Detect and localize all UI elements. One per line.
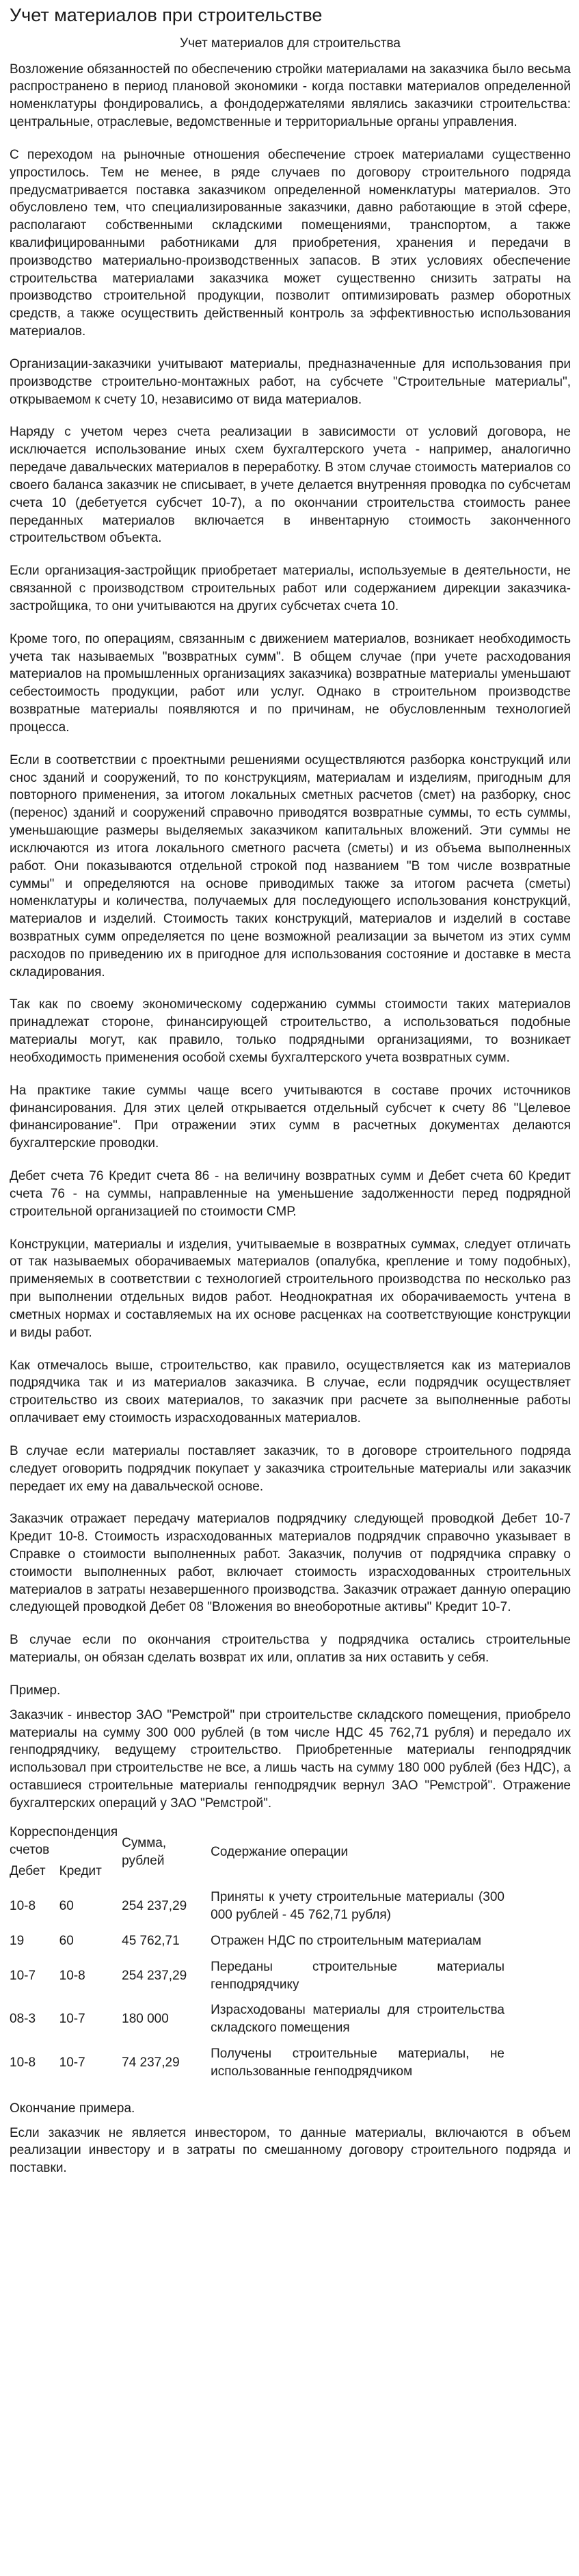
paragraph: Если организация-застройщик приобретает материалы, используемые в деятельности, не связанной с производством строительных работ или содержанием дирекции заказчика-застройщика, то они учитываются на других субсчетах счета 10. <box>10 564 571 614</box>
page-title: Учет материалов при строительстве <box>10 5 323 25</box>
table-row <box>10 2041 509 2085</box>
table-row <box>10 1928 509 1954</box>
header-credit: Кредит <box>59 1864 102 1879</box>
header-debit: Дебет <box>10 1864 46 1879</box>
paragraph: С переходом на рыночные отношения обеспечение строек материалами существенно упростилось. Тем не менее, в ряде случаев по договору строительного подряда предусматривается поставка заказчиком определенной номенклатуры материалов. Это обусловлено тем, что специализированные заказчики, давно работающие в этой сфере, располагают собственными складскими помещениями, транспортом, а также квалифицированными работниками для приобретения, хранения и передачи в производство материально-производственных запасов. В этих условиях обеспечение строительства материалами заказчика может существенно снизить затраты на производство строительной продукции, позволит оптимизировать размер оборотных средств, а также осуществить действенный контроль за эффективностью использования материалов. <box>10 147 571 339</box>
table-row <box>10 1884 509 1928</box>
cell-description: Получены строительные материалы, не использованные генподрядчиком <box>211 2047 504 2079</box>
article <box>0 3 579 2206</box>
postings-table <box>10 1819 509 2085</box>
header-description: Содержание операции <box>211 1844 349 1859</box>
example-end: Окончание примера. <box>10 2101 135 2116</box>
cell-description: Отражен НДС по строительным материалам <box>211 1933 482 1948</box>
cell-credit: 60 <box>59 1899 74 1914</box>
cell-debit: 19 <box>10 1933 25 1948</box>
example-text: Заказчик - инвестор ЗАО "Ремстрой" при строительстве складского помещения, приобрело материалы на сумму 300 000 рублей (в том числе НДС 45 762,71 рубля) и передало их генподрядчику, ведущему строительство. Приобретенные материалы генподрядчик использовал при строительстве не все, а лишь часть на сумму 180 000 рублей (без НДС), а оставшиеся строительные материалы генподрядчик вернул ЗАО "Ремстрой". Отражение бухгалтерских операций у ЗАО "Ремстрой". <box>10 1707 571 1811</box>
paragraph: Дебет счета 76 Кредит счета 86 - на величину возвратных сумм и Дебет счета 60 Кредит счета 76 - на суммы, направленные на уменьшение задолженности перед подрядной строительной организацией по стоимости СМР. <box>10 1169 571 1219</box>
cell-credit: 10-7 <box>59 2055 85 2070</box>
cell-debit: 10-7 <box>10 1968 36 1983</box>
cell-debit: 10-8 <box>10 2055 36 2070</box>
paragraph: Кроме того, по операциям, связанным с движением материалов, возникает необходимость учета так называемых "возвратных сумм". В общем случае (при учете расходования материалов на промышленных организациях заказчика) возвратные материалы уменьшают себестоимость продукции, работ или услуг. Однако в строительном производстве возвратные материалы появляются и по причинам, не обусловленным технологией процесса. <box>10 631 571 735</box>
paragraph: Как отмечалось выше, строительство, как правило, осуществляется как из материалов подрядчика так и из материалов заказчика. В случае, если подрядчик осуществляет строительство из своих материалов, то заказчик при расчете за выполненные работы оплачивает ему стоимость израсходованных материалов. <box>10 1358 571 1426</box>
table-row <box>10 1954 509 1998</box>
paragraph: В случае если по окончания строительства у подрядчика остались строительные материалы, он обязан сделать возврат их или, оплатив за них оставить у себя. <box>10 1633 571 1666</box>
cell-description: Переданы строительные материалы генподрядчику <box>211 1959 504 1992</box>
closing-paragraph: Если заказчик не является инвестором, то данные материалы, включаются в объем реализации инвестору и в затраты по смешанному договору строительного подряда и поставки. <box>10 2125 571 2176</box>
cell-amount: 254 237,29 <box>122 1899 187 1914</box>
page-subtitle: Учет материалов для строительства <box>180 36 401 51</box>
paragraph: Конструкции, материалы и изделия, учитываемые в возвратных суммах, следует отличать от так называемых оборачиваемых материалов (опалубка, крепление и тому подобных), применяемых в соответствии с технологией строительного производства по несколько раз при выполнении отдельных видов работ. Неоднократная их оборачиваемость учтена в сметных нормах и составляемых на их основе расценках на соответствующие конструкции и виды работ. <box>10 1237 571 1340</box>
header-amount: Сумма, рублей <box>122 1835 167 1868</box>
cell-credit: 10-8 <box>59 1968 85 1983</box>
table-caption: Корреспонденция счетов <box>10 1824 118 1857</box>
paragraph: В случае если материалы поставляет заказчик, то в договоре строительного подряда следует оговорить подрядчик покупает у заказчика строительные материалы или заказчик передает их ему на давальческой основе. <box>10 1443 571 1494</box>
paragraph: Наряду с учетом через счета реализации в зависимости от условий договора, не исключается использование иных схем бухгалтерского учета - например, аналогично передаче давальческих материалов в переработку. В этом случае стоимость материалов со своего баланса заказчик не списывает, в учете делается внутренняя проводка по субсчетам счета 10 (дебетуется субсчет 10-7), а по окончании строительства стоимость ранее переданных материалов включается в инвентарную стоимость законченного строительством объекта. <box>10 425 571 546</box>
cell-description: Приняты к учету строительные материалы (300 000 рублей - 45 762,71 рубля) <box>211 1890 504 1923</box>
example-heading: Пример. <box>10 1683 61 1698</box>
paragraph: Если в соответствии с проектными решениями осуществляются разборка конструкций или снос зданий и сооружений, то по конструкциям, материалам и изделиям, пригодным для повторного применения, за итогом локальных сметных расчетов (смет) на разборку, снос (перенос) зданий и сооружений справочно приводятся возвратные суммы, то есть суммы, уменьшающие размеры выделяемых заказчиком капитальных вложений. Эти суммы не исключаются из итога локального сметного расчета (сметы) и из объема выполненных работ. Они показываются отдельной строкой под названием "В том числе возвратные суммы" и определяются на основе приводимых также за итогом расчета (сметы) номенклатуры и количества, получаемых для последующего использования конструкций, материалов и изделий. Стоимость таких конструкций, материалов и изделий в составе возвратных сумм определяется по цене возможной реализации за вычетом из этих сумм расходов по приведению их в пригодное для использования состояние и доставке в места складирования. <box>10 752 571 980</box>
cell-debit: 08-3 <box>10 2012 36 2027</box>
cell-description: Израсходованы материалы для строительства складского помещения <box>211 2003 504 2036</box>
paragraph: На практике такие суммы чаще всего учитываются в составе прочих источников финансирования. Для этих целей открывается отдельный субсчет к счету 86 "Целевое финансирование". При отражении этих сумм в расчетных документах делаются бухгалтерские проводки. <box>10 1083 571 1151</box>
cell-amount: 254 237,29 <box>122 1968 187 1983</box>
cell-amount: 45 762,71 <box>122 1933 180 1948</box>
paragraph: Организации-заказчики учитывают материалы, предназначенные для использования при производстве строительно-монтажных работ, на субсчете "Строительные материалы", открываемом к счету 10, независимо от вида материалов. <box>10 356 571 407</box>
cell-credit: 10-7 <box>59 2012 85 2027</box>
table-row <box>10 1997 509 2041</box>
cell-debit: 10-8 <box>10 1899 36 1914</box>
cell-amount: 180 000 <box>122 2012 169 2027</box>
cell-amount: 74 237,29 <box>122 2055 180 2070</box>
cell-credit: 60 <box>59 1933 74 1948</box>
paragraph: Так как по своему экономическому содержанию суммы стоимости таких материалов принадлежат стороне, финансирующей строительство, а использоваться подобные материалы могут, как правило, только подрядными организациями, то возникает необходимость применения особой схемы бухгалтерского учета возвратных сумм. <box>10 997 571 1065</box>
paragraph: Возложение обязанностей по обеспечению стройки материалами на заказчика было весьма распространено в период плановой экономики - когда поставки материалов определенной номенклатуры фондировались, а фондодержателями являлись заказчики строительства: центральные, отраслевые, ведомственные и территориальные органы управления. <box>10 62 571 130</box>
paragraph: Заказчик отражает передачу материалов подрядчику следующей проводкой Дебет 10-7 Кредит 10-8. Стоимость израсходованных материалов подрядчик справочно указывает в Справке о стоимости выполненных работ. Заказчик, получив от подрядчика справку о стоимости выполненных работ, включает стоимость израсходованных строительных материалов в затраты незавершенного производства. Заказчик отражает данную операцию следующей проводкой Дебет 08 "Вложения во внеоборотные активы" Кредит 10-7. <box>10 1512 571 1615</box>
